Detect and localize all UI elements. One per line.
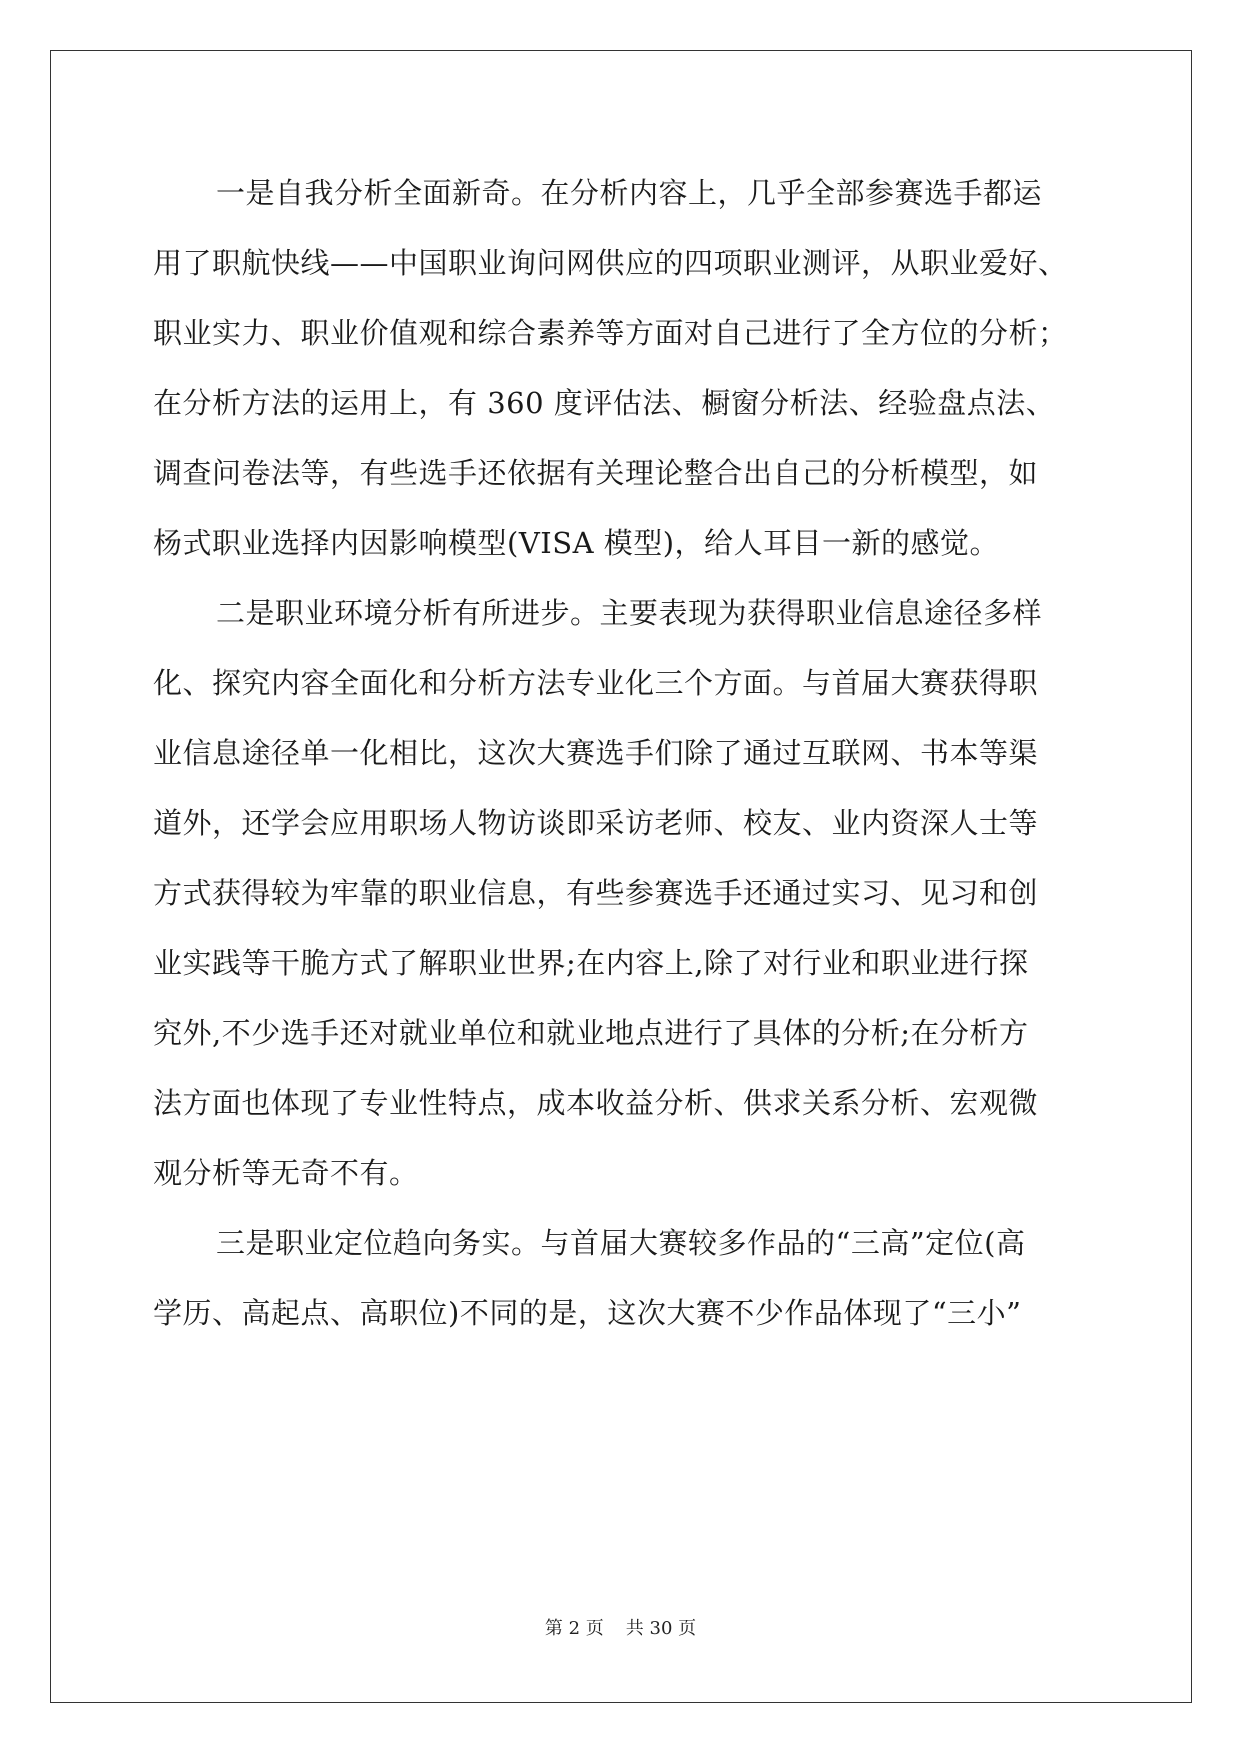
text-line: 观分析等无奇不有。 <box>153 1156 419 1190</box>
text-line: 法方面也体现了专业性特点，成本收益分析、供求关系分析、宏观微 <box>153 1086 1039 1120</box>
text-line: 杨式职业选择内因影响模型(VISA 模型)，给人耳目一新的感觉。 <box>153 526 1000 560</box>
text-line: 业实践等干脆方式了解职业世界;在内容上,除了对行业和职业进行探 <box>153 946 1029 980</box>
text-line: 道外，还学会应用职场人物访谈即采访老师、校友、业内资深人士等 <box>153 806 1039 840</box>
text-line: 用了职航快线——中国职业询问网供应的四项职业测评，从职业爱好、 <box>153 246 1068 280</box>
text-line: 二是职业环境分析有所进步。主要表现为获得职业信息途径多样 <box>216 596 1043 630</box>
text-line: 究外,不少选手还对就业单位和就业地点进行了具体的分析;在分析方 <box>153 1016 1029 1050</box>
text-line: 职业实力、职业价值观和综合素养等方面对自己进行了全方位的分析； <box>153 316 1068 350</box>
text-line: 业信息途径单一化相比，这次大赛选手们除了通过互联网、书本等渠 <box>153 736 1039 770</box>
text-line: 调查问卷法等，有些选手还依据有关理论整合出自己的分析模型，如 <box>153 456 1039 490</box>
text-line: 三是职业定位趋向务实。与首届大赛较多作品的“三高”定位(高 <box>216 1226 1026 1260</box>
text-line: 化、探究内容全面化和分析方法专业化三个方面。与首届大赛获得职 <box>153 666 1039 700</box>
text-line: 方式获得较为牢靠的职业信息，有些参赛选手还通过实习、见习和创 <box>153 876 1039 910</box>
document-body <box>153 158 1093 1348</box>
text-line: 一是自我分析全面新奇。在分析内容上，几乎全部参赛选手都运 <box>216 176 1043 210</box>
page-footer <box>0 1614 1241 1640</box>
page-number: 第 2 页 <box>544 1618 604 1639</box>
text-line: 学历、高起点、高职位)不同的是，这次大赛不少作品体现了“三小” <box>153 1296 1022 1330</box>
text-line: 在分析方法的运用上，有 360 度评估法、橱窗分析法、经验盘点法、 <box>153 386 1056 420</box>
page-total: 共 30 页 <box>625 1618 697 1639</box>
